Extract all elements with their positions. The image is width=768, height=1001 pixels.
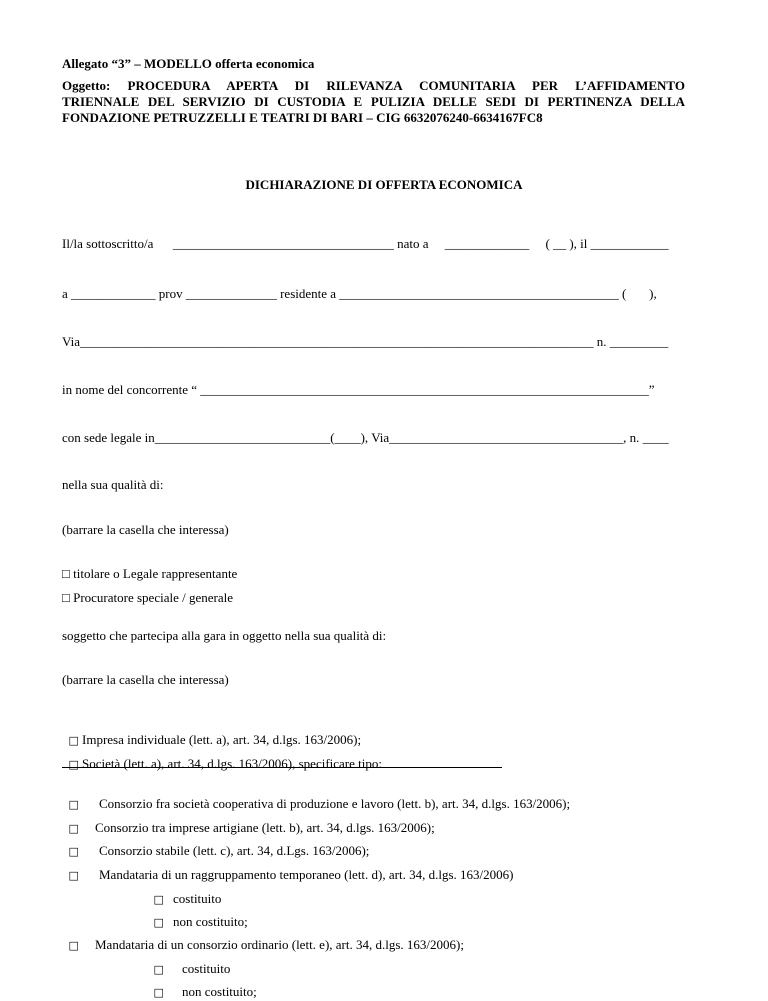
qualita-hint: (barrare la casella che interessa) <box>62 522 229 537</box>
checkbox-icon[interactable]: □ <box>68 869 79 882</box>
field-sede-legale[interactable]: con sede legale in___________________________(____), Via____________________________________, n. ____ <box>62 430 669 445</box>
option-procuratore[interactable]: □ Procuratore speciale / generale <box>62 590 233 605</box>
subject-line-3: FONDAZIONE PETRUZZELLI E TEATRI DI BARI – CIG 6632076240-6634167FC8 <box>62 110 543 125</box>
option-titolare[interactable]: □ titolare o Legale rappresentante <box>62 566 238 581</box>
option-label: Mandataria di un consorzio ordinario (lett. e), art. 34, d.lgs. 163/2006); <box>95 937 464 952</box>
soggetto-label: soggetto che partecipa alla gara in oggetto nella sua qualità di: <box>62 628 387 643</box>
option-mandataria-raggruppamento[interactable] <box>62 851 514 884</box>
checkbox-icon[interactable]: □ <box>68 798 79 811</box>
checkbox-icon[interactable]: □ <box>68 845 79 858</box>
subject-line-1: Oggetto: PROCEDURA APERTA DI RILEVANZA COMUNITARIA PER L’AFFIDAMENTO <box>62 78 685 93</box>
option-societa[interactable] <box>62 740 382 773</box>
subject-line-2: TRIENNALE DEL SERVIZIO DI CUSTODIA E PULIZIA DELLE SEDI DI PERTINENZA DELLA <box>62 94 685 109</box>
option-label: Società (lett. a), art. 34, d.lgs. 163/2006), specificare tipo: <box>82 756 382 771</box>
checkbox-icon[interactable]: □ <box>68 758 79 771</box>
attachment-label: Allegato “3” – MODELLO offerta economica <box>62 56 315 71</box>
checkbox-icon[interactable]: □ <box>68 939 79 952</box>
checkbox-icon[interactable]: □ <box>153 963 164 976</box>
option-label: Impresa individuale (lett. a), art. 34, d.lgs. 163/2006); <box>82 732 362 747</box>
qualita-label: nella sua qualità di: <box>62 477 164 492</box>
option-label: non costituito; <box>182 984 257 999</box>
option-label: Consorzio fra società cooperativa di produzione e lavoro (lett. b), art. 34, d.lgs. 163/2006); <box>99 796 571 811</box>
option-label: non costituito; <box>173 914 248 929</box>
option-label: Consorzio tra imprese artigiane (lett. b), art. 34, d.lgs. 163/2006); <box>95 820 435 835</box>
checkbox-icon[interactable]: □ <box>68 734 79 747</box>
field-concorrente[interactable]: in nome del concorrente “ _____________________________________________________________________” <box>62 382 655 397</box>
checkbox-icon[interactable]: □ <box>153 893 164 906</box>
checkbox-icon[interactable]: □ <box>68 822 79 835</box>
option-label: costituito <box>173 891 222 906</box>
sub-option-non-costituito-1[interactable] <box>147 898 248 931</box>
soggetto-hint: (barrare la casella che interessa) <box>62 672 229 687</box>
field-residenza[interactable]: a _____________ prov ______________ residente a ___________________________________________ ( ), <box>62 286 657 301</box>
option-label: Mandataria di un raggruppamento temporaneo (lett. d), art. 34, d.lgs. 163/2006) <box>99 867 514 882</box>
sub-option-non-costituito-2[interactable] <box>147 968 257 1001</box>
checkbox-icon[interactable]: □ <box>153 986 164 999</box>
specify-type-line[interactable] <box>62 767 502 768</box>
document-title: DICHIARAZIONE DI OFFERTA ECONOMICA <box>245 177 523 192</box>
checkbox-icon[interactable]: □ <box>153 916 164 929</box>
field-via[interactable]: Via_______________________________________________________________________________ n. _________ <box>62 334 669 349</box>
option-label: Consorzio stabile (lett. c), art. 34, d.Lgs. 163/2006); <box>99 843 370 858</box>
field-sottoscritto[interactable]: Il/la sottoscritto/a __________________________________ nato a _____________ ( __ ), il ____________ <box>62 236 669 251</box>
option-label: costituito <box>182 961 231 976</box>
